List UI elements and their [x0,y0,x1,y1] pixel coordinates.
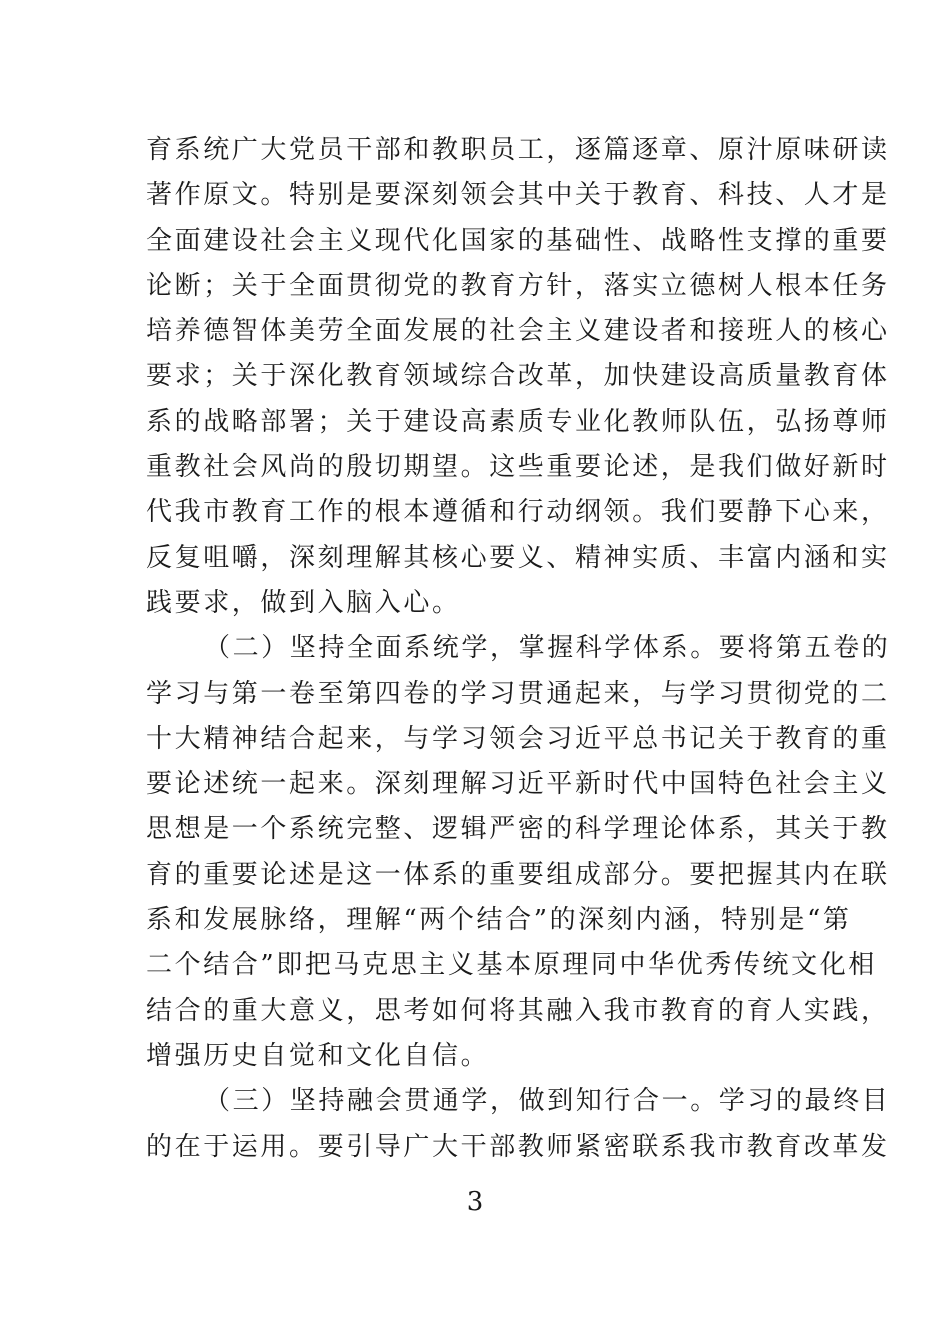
page-number: 3 [466,1187,484,1217]
text-line: 培养德智体美劳全面发展的社会主义建设者和接班人的核心 [146,316,890,347]
text-line: 十大精神结合起来，与学习领会习近平总书记关于教育的重 [146,723,890,754]
text-line: 学习与第一卷至第四卷的学习贯通起来，与学习贯彻党的二 [146,678,890,709]
body-text [146,128,891,1170]
text-line: 系和发展脉络，理解“两个结合”的深刻内涵，特别是“第 [146,905,852,936]
text-line: 的在于运用。要引导广大干部教师紧密联系我市教育改革发 [146,1131,890,1162]
text-line: 系的战略部署；关于建设高素质专业化教师队伍，弘扬尊师 [146,406,890,437]
text-line: 要求；关于深化教育领域综合改革，加快建设高质量教育体 [146,361,890,392]
text-line: 二个结合”即把马克思主义基本原理同中华优秀传统文化相 [146,950,877,981]
paragraph-first-line: （二）坚持全面系统学，掌握科学体系。要将第五卷的 [204,633,891,664]
text-line: 代我市教育工作的根本遵循和行动纲领。我们要静下心来， [146,497,890,528]
text-line: 增强历史自觉和文化自信。 [146,1040,490,1071]
text-line: 结合的重大意义，思考如何将其融入我市教育的育人实践， [146,995,890,1026]
text-line: 践要求，做到入脑入心。 [146,587,461,618]
text-line: 要论述统一起来。深刻理解习近平新时代中国特色社会主义 [146,769,890,800]
paragraph-first-line: （三）坚持融会贯通学，做到知行合一。学习的最终目 [204,1086,891,1117]
text-line: 重教社会风尚的殷切期望。这些重要论述，是我们做好新时 [146,452,890,483]
text-line: 思想是一个系统完整、逻辑严密的科学理论体系，其关于教 [146,814,890,845]
text-line: 论断；关于全面贯彻党的教育方针，落实立德树人根本任务 [146,270,890,301]
text-line: 反复咀嚼，深刻理解其核心要义、精神实质、丰富内涵和实 [146,542,890,573]
text-line: 全面建设社会主义现代化国家的基础性、战略性支撑的重要 [146,225,890,256]
text-line: 育的重要论述是这一体系的重要组成部分。要把握其内在联 [146,859,890,890]
text-line: 育系统广大党员干部和教职员工，逐篇逐章、原汁原味研读 [146,135,890,165]
text-line: 著作原文。特别是要深刻领会其中关于教育、科技、人才是 [146,180,890,211]
